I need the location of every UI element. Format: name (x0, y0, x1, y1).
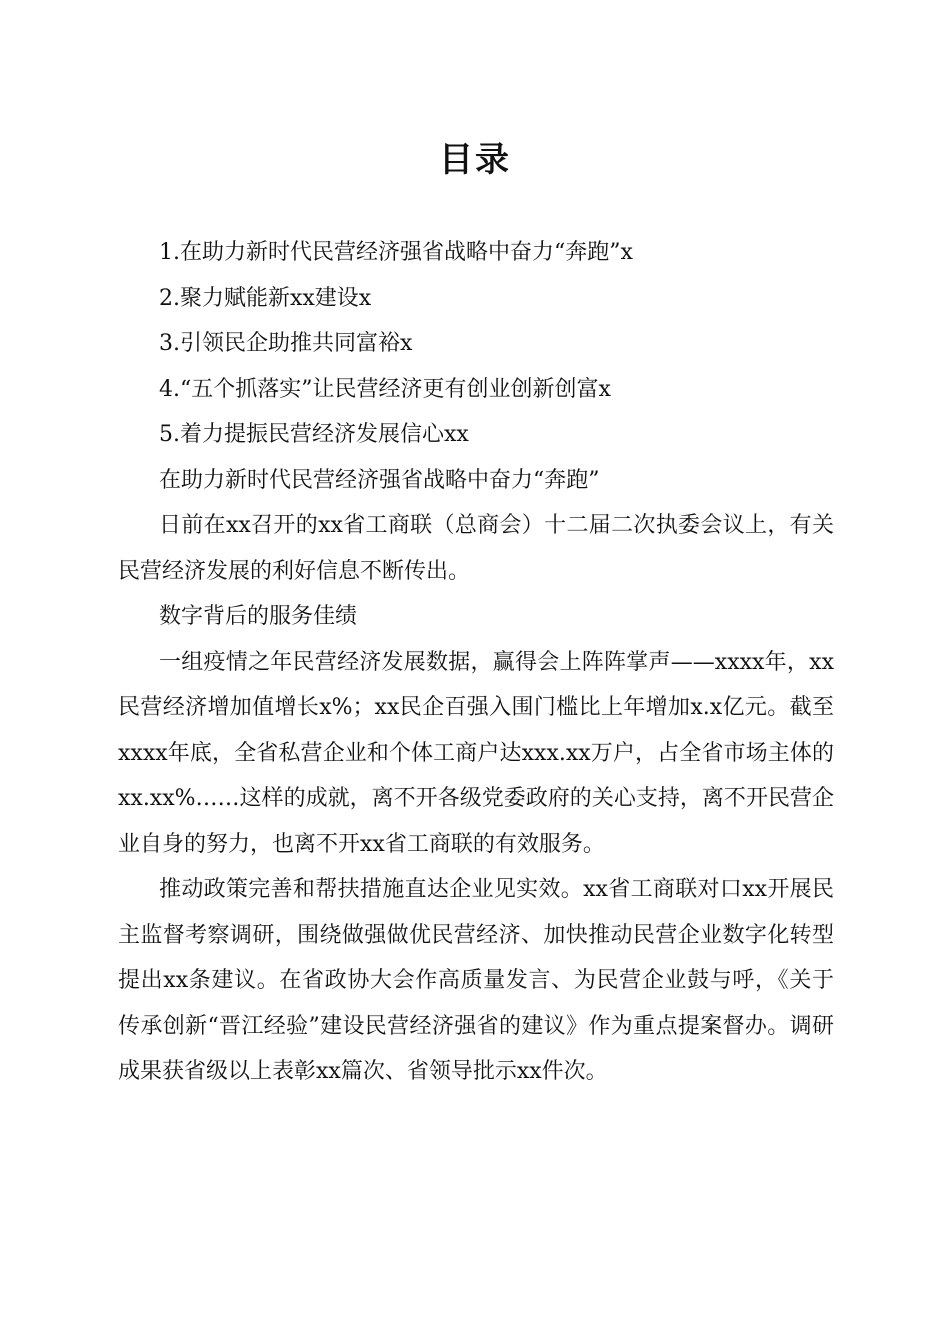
paragraph-data: 一组疫情之年民营经济发展数据，赢得会上阵阵掌声——xxxx年，xx民营经济增加值增长x%；xx民企百强入围门槛比上年增加x.x亿元。截至xxxx年底，全省私营企业和个体工商户达xxx.xx万户，占全省市场主体的xx.xx%……这样的成就，离不开各级党委政府的关心支持，离不开民营企业自身的努力，也离不开xx省工商联的有效服务。 (118, 649, 834, 857)
toc-item-5: 5.着力提振民营经济发展信心xx (159, 422, 469, 447)
toc-item-1: 1.在助力新时代民营经济强省战略中奋力“奔跑”x (159, 240, 633, 265)
toc-item-4: 4.“五个抓落实”让民营经济更有创业创新创富x (159, 376, 611, 402)
paragraph-policy: 推动政策完善和帮扶措施直达企业见实效。xx省工商联对口xx开展民主监督考察调研，围绕做强做优民营经济、加快推动民营企业数字化转型提出xx条建议。在省政协大会作高质量发言、为民营企业鼓与呼，《关于传承创新“晋江经验”建设民营经济强省的建议》作为重点提案督办。调研成果获省级以上表彰xx篇次、省领导批示xx件次。 (118, 877, 834, 1084)
document-body (118, 230, 834, 1095)
toc-item-2: 2.聚力赋能新xx建设x (159, 285, 372, 311)
toc-item-3: 3.引领民企助推共同富裕x (159, 331, 413, 356)
toc-title: 目录 (439, 140, 511, 180)
subheading: 数字背后的服务佳绩 (159, 604, 358, 629)
paragraph-intro: 日前在xx召开的xx省工商联（总商会）十二届二次执委会议上，有关民营经济发展的利好信息不断传出。 (118, 513, 834, 584)
article-title: 在助力新时代民营经济强省战略中奋力“奔跑” (159, 467, 600, 493)
